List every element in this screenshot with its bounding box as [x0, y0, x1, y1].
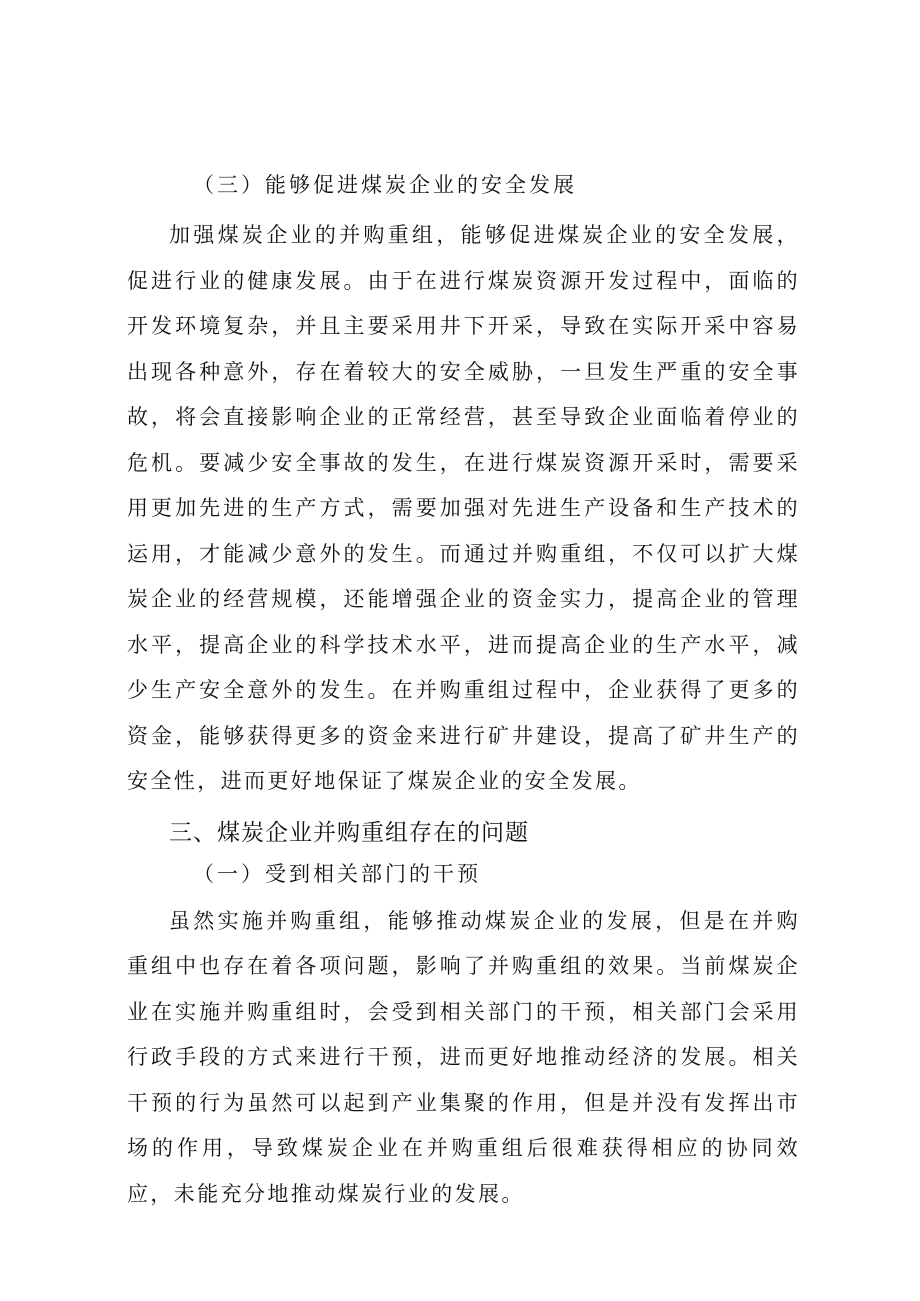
subheading-safety-development: （三）能够促进煤炭企业的安全发展 [193, 173, 577, 197]
subheading-department-intervention: （一）受到相关部门的干预 [193, 861, 481, 886]
document-body [127, 166, 800, 1217]
paragraph-department-intervention: 虽然实施并购重组，能够推动煤炭企业的发展，但是在并购重组中也存在着各项问题，影响了并购重组的效果。当前煤炭企业在实施并购重组时，会受到相关部门的干预，相关部门会采用行政手段的方式来进行干预，进而更好地推动经济的发展。相关干预的行为虽然可以起到产业集聚的作用，但是并没有发挥出市场的作用，导致煤炭企业在并购重组后很难获得相应的协同效应，未能充分地推动煤炭行业的发展。 [127, 908, 800, 1206]
paragraph-safety-development: 加强煤炭企业的并购重组，能够促进煤炭企业的安全发展，促进行业的健康发展。由于在进行煤炭资源开发过程中，面临的开发环境复杂，并且主要采用井下开采，导致在实际开采中容易出现各种意外，存在着较大的安全威胁，一旦发生严重的安全事故，将会直接影响企业的正常经营，甚至导致企业面临着停业的危机。要减少安全事故的发生，在进行煤炭资源开采时，需要采用更加先进的生产方式，需要加强对先进生产设备和生产技术的运用，才能减少意外的发生。而通过并购重组，不仅可以扩大煤炭企业的经营规模，还能增强企业的资金实力，提高企业的管理水平，提高企业的科学技术水平，进而提高企业的生产水平，减少生产安全意外的发生。在并购重组过程中，企业获得了更多的资金，能够获得更多的资金来进行矿井建设，提高了矿井生产的安全性，进而更好地保证了煤炭企业的安全发展。 [127, 223, 800, 793]
section-heading-problems: 三、煤炭企业并购重组存在的问题 [169, 819, 529, 846]
